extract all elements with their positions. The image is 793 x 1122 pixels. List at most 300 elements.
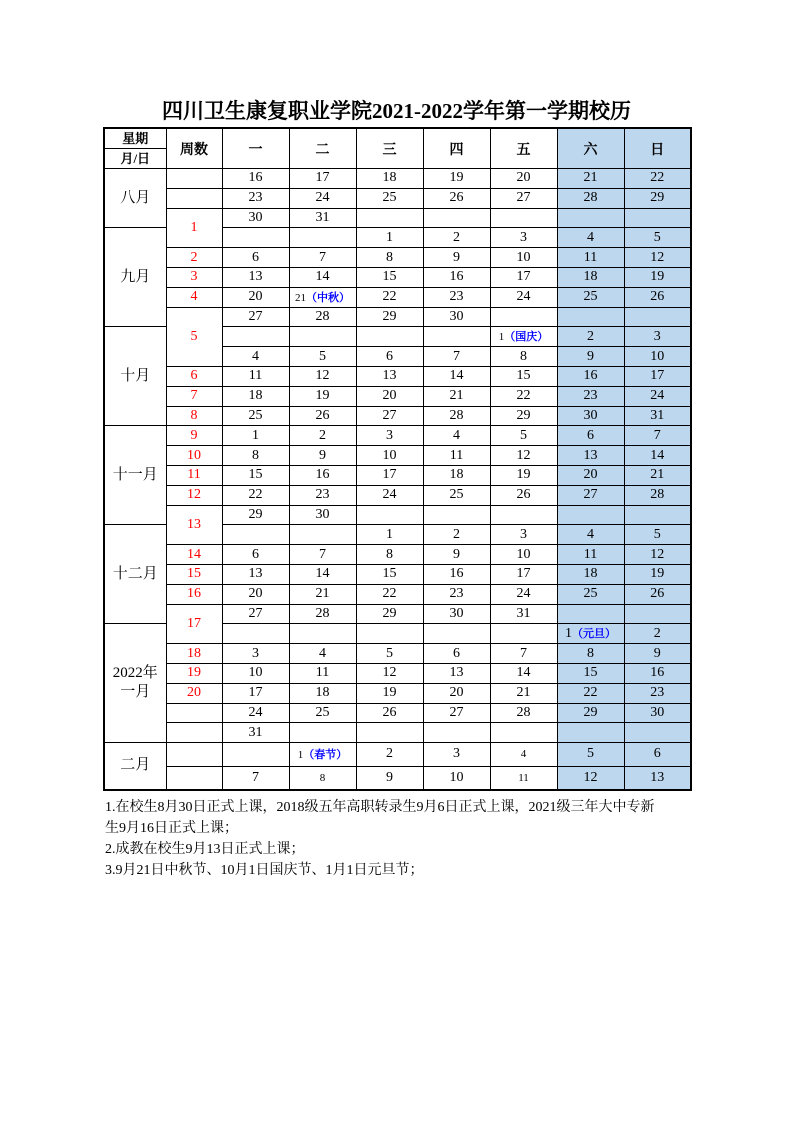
weekend-day-cell [624, 505, 691, 525]
day-number: 22 [650, 170, 665, 186]
weekend-day-cell [624, 327, 691, 347]
weekend-day-cell [557, 426, 624, 446]
page-title: 四川卫生康复职业学院2021-2022学年第一学期校历 [162, 99, 631, 123]
weekend-day-cell [557, 683, 624, 703]
weekend-day-cell [624, 683, 691, 703]
day-cell [490, 766, 557, 790]
day-cell [490, 584, 557, 604]
day-number: 30 [248, 209, 263, 225]
day-number: 22 [248, 487, 263, 503]
day-cell [423, 228, 490, 248]
calendar-row [104, 743, 691, 767]
calendar-row [104, 584, 691, 604]
week-number-cell: 6 [166, 366, 222, 386]
day-cell [423, 604, 490, 624]
day-cell [490, 683, 557, 703]
weekend-day-cell [624, 386, 691, 406]
day-cell [289, 327, 356, 347]
day-cell [222, 465, 289, 485]
day-number: 15 [248, 467, 263, 483]
day-number: 9 [653, 645, 661, 661]
weekend-day-cell [557, 169, 624, 189]
day-cell [423, 683, 490, 703]
day-cell [356, 307, 423, 327]
day-cell [423, 327, 490, 347]
day-number: 27 [583, 487, 598, 503]
day-cell [289, 683, 356, 703]
calendar-row [104, 406, 691, 426]
day-number: 10 [650, 348, 665, 364]
weekend-day-cell [557, 564, 624, 584]
day-number: 20 [449, 685, 464, 701]
day-number: 5 [386, 645, 393, 661]
day-cell [222, 188, 289, 208]
weekend-day-cell [624, 485, 691, 505]
day-cell [289, 406, 356, 426]
day-cell [356, 663, 423, 683]
day-number: 5 [587, 746, 594, 762]
day-cell [356, 208, 423, 228]
day-cell [490, 644, 557, 664]
day-number: 23 [315, 487, 330, 503]
weekend-day-cell [624, 208, 691, 228]
weekend-day-cell [557, 446, 624, 466]
weekend-day-cell [557, 228, 624, 248]
week-number-cell: 19 [166, 663, 222, 683]
day-cell [423, 545, 490, 565]
calendar-row [104, 766, 691, 790]
day-number: 1 [386, 526, 393, 542]
day-number: 1 [252, 427, 259, 443]
day-number: 24 [248, 704, 263, 720]
weekend-day-cell [557, 267, 624, 287]
weekend-day-cell [557, 386, 624, 406]
day-number: 22 [516, 388, 531, 404]
day-number: 2 [653, 625, 661, 641]
holiday-label: （元旦） [572, 628, 616, 641]
day-number: 26 [650, 586, 665, 602]
day-cell [490, 169, 557, 189]
day-cell [490, 505, 557, 525]
day-number: 25 [315, 704, 330, 720]
day-number: 7 [319, 546, 326, 562]
day-number: 16 [449, 269, 464, 285]
weekend-day-cell [624, 723, 691, 743]
day-cell [222, 604, 289, 624]
day-cell [356, 248, 423, 268]
day-cell [289, 723, 356, 743]
day-number: 9 [386, 769, 393, 785]
day-number: 27 [516, 190, 531, 206]
day-cell [222, 307, 289, 327]
day-number: 6 [252, 546, 259, 562]
calendar-row [104, 723, 691, 743]
weekend-day-cell [557, 545, 624, 565]
day-cell [423, 188, 490, 208]
weekend-day-cell [557, 188, 624, 208]
day-cell [423, 644, 490, 664]
day-cell [356, 485, 423, 505]
day-number: 21 [449, 388, 464, 404]
day-cell [356, 604, 423, 624]
day-number: 26 [650, 289, 665, 305]
day-number: 11 [583, 546, 598, 562]
day-number: 7 [252, 769, 259, 785]
week-column-header: 周数 [166, 128, 222, 169]
calendar-body [104, 169, 691, 790]
day-number: 4 [453, 427, 460, 443]
day-column-header-thu: 四 [423, 128, 490, 169]
week-number-cell [166, 723, 222, 743]
day-number: 8 [319, 771, 326, 784]
day-number: 23 [449, 586, 464, 602]
day-cell [490, 426, 557, 446]
week-number-cell [166, 169, 222, 189]
day-number: 15 [516, 368, 531, 384]
calendar-row [104, 248, 691, 268]
calendar-row [104, 188, 691, 208]
day-cell [423, 564, 490, 584]
day-number: 5 [520, 427, 527, 443]
day-number: 19 [382, 685, 397, 701]
day-cell [423, 624, 490, 644]
weekend-day-cell [624, 465, 691, 485]
day-cell [289, 663, 356, 683]
month-cell: 十二月 [104, 525, 166, 624]
calendar-row [104, 644, 691, 664]
day-cell [289, 485, 356, 505]
day-number: 14 [650, 447, 665, 463]
day-number: 18 [583, 269, 598, 285]
day-number: 30 [315, 506, 330, 522]
day-cell [423, 386, 490, 406]
day-cell [356, 386, 423, 406]
weekend-day-cell [624, 426, 691, 446]
weekend-day-cell [557, 644, 624, 664]
day-number: 18 [382, 170, 397, 186]
day-number: 27 [449, 704, 464, 720]
day-cell [289, 525, 356, 545]
month-cell: 二月 [104, 743, 166, 790]
weekend-day-cell [624, 406, 691, 426]
day-cell [356, 465, 423, 485]
day-number: 12 [382, 665, 397, 681]
day-cell [289, 228, 356, 248]
day-number: 3 [520, 526, 527, 542]
day-number: 8 [386, 249, 393, 265]
weekend-day-cell [624, 267, 691, 287]
day-number: 9 [587, 348, 594, 364]
day-number: 15 [382, 269, 397, 285]
calendar-row [104, 564, 691, 584]
day-number: 3 [520, 229, 527, 245]
day-number: 9 [319, 447, 326, 463]
day-number: 7 [319, 249, 326, 265]
day-number: 26 [449, 190, 464, 206]
day-number: 24 [516, 586, 531, 602]
week-number-cell: 13 [166, 505, 222, 545]
weekend-day-cell [624, 287, 691, 307]
day-number: 24 [516, 289, 531, 305]
day-number: 9 [453, 249, 460, 265]
day-number: 19 [516, 467, 531, 483]
day-number: 6 [386, 348, 393, 364]
footnote-3: 3.9月21日中秋节、10月1日国庆节、1月1日元旦节； [105, 863, 424, 878]
weekend-day-cell [557, 703, 624, 723]
day-cell [490, 347, 557, 367]
day-cell [423, 426, 490, 446]
day-number: 17 [650, 368, 665, 384]
day-number: 9 [453, 546, 460, 562]
day-number: 31 [650, 407, 665, 423]
day-number: 28 [315, 308, 330, 324]
day-number: 28 [650, 487, 665, 503]
day-number: 12 [315, 368, 330, 384]
day-cell [490, 406, 557, 426]
week-number-cell: 8 [166, 406, 222, 426]
weekend-day-cell [624, 584, 691, 604]
day-column-header-mon: 一 [222, 128, 289, 169]
day-number: 6 [453, 645, 460, 661]
day-cell [222, 505, 289, 525]
day-number: 15 [583, 665, 598, 681]
day-number: 4 [252, 348, 259, 364]
day-cell [490, 446, 557, 466]
month-cell: 十一月 [104, 426, 166, 525]
day-number: 14 [315, 269, 330, 285]
day-cell [423, 307, 490, 327]
day-column-header-fri: 五 [490, 128, 557, 169]
day-cell [289, 564, 356, 584]
day-cell [356, 406, 423, 426]
day-number: 17 [516, 269, 531, 285]
day-cell [222, 525, 289, 545]
calendar-header-row [104, 128, 691, 169]
day-number: 10 [516, 249, 531, 265]
day-number: 6 [587, 427, 594, 443]
day-cell [490, 386, 557, 406]
day-cell [222, 624, 289, 644]
day-cell [490, 287, 557, 307]
day-number: 17 [315, 170, 330, 186]
day-number: 11 [583, 249, 598, 265]
week-number-cell [166, 766, 222, 790]
day-cell [423, 267, 490, 287]
day-cell [289, 248, 356, 268]
day-cell [423, 169, 490, 189]
day-number: 6 [653, 746, 661, 762]
day-cell [490, 525, 557, 545]
day-number: 8 [386, 546, 393, 562]
day-number: 5 [653, 229, 661, 245]
day-number: 27 [248, 605, 263, 621]
day-number: 19 [315, 388, 330, 404]
day-number: 29 [382, 605, 397, 621]
day-cell [289, 267, 356, 287]
week-number-cell: 3 [166, 267, 222, 287]
day-cell [289, 446, 356, 466]
day-cell [222, 485, 289, 505]
day-cell [289, 347, 356, 367]
day-cell [356, 743, 423, 767]
day-cell [289, 703, 356, 723]
day-number: 20 [248, 289, 263, 305]
weekend-day-cell [557, 505, 624, 525]
day-cell [222, 703, 289, 723]
day-number: 12 [516, 447, 531, 463]
day-number: 26 [382, 704, 397, 720]
weekend-day-cell [557, 465, 624, 485]
day-cell [423, 248, 490, 268]
day-number: 2 [587, 328, 594, 344]
day-cell [423, 347, 490, 367]
day-number: 16 [650, 665, 665, 681]
calendar-row [104, 208, 691, 228]
day-cell [289, 644, 356, 664]
weekend-day-cell [624, 169, 691, 189]
day-number: 17 [248, 685, 263, 701]
day-number: 13 [583, 447, 598, 463]
day-cell [423, 287, 490, 307]
day-number: 1 [297, 748, 304, 761]
calendar-row [104, 169, 691, 189]
day-number: 29 [650, 190, 665, 206]
weekend-day-cell [624, 564, 691, 584]
day-number: 14 [516, 665, 531, 681]
week-number-cell: 14 [166, 545, 222, 565]
day-number: 20 [583, 467, 598, 483]
day-number: 1 [565, 626, 572, 642]
day-cell [356, 347, 423, 367]
day-number: 14 [315, 566, 330, 582]
day-cell [490, 743, 557, 767]
calendar-row [104, 505, 691, 525]
day-cell [289, 584, 356, 604]
day-number: 3 [453, 746, 460, 762]
calendar-row [104, 366, 691, 386]
week-number-cell: 4 [166, 287, 222, 307]
week-number-cell: 20 [166, 683, 222, 703]
weekend-day-cell [624, 624, 691, 644]
day-cell [289, 366, 356, 386]
day-cell [222, 584, 289, 604]
day-number: 26 [516, 487, 531, 503]
week-number-cell [166, 188, 222, 208]
weekend-day-cell [557, 287, 624, 307]
day-cell [490, 366, 557, 386]
weekend-day-cell [557, 366, 624, 386]
day-number: 21 [650, 467, 665, 483]
day-cell [356, 545, 423, 565]
day-cell [490, 327, 557, 347]
day-number: 11 [449, 447, 464, 463]
weekend-day-cell [624, 366, 691, 386]
weekend-day-cell [624, 644, 691, 664]
day-cell [289, 743, 356, 767]
day-cell [490, 604, 557, 624]
day-number: 1 [498, 331, 505, 344]
calendar-row [104, 386, 691, 406]
day-number: 12 [650, 546, 665, 562]
day-cell [356, 267, 423, 287]
day-column-header-wed: 三 [356, 128, 423, 169]
day-cell [222, 327, 289, 347]
day-number: 13 [650, 769, 665, 785]
week-number-cell: 12 [166, 485, 222, 505]
day-number: 27 [248, 308, 263, 324]
weekend-day-cell [624, 703, 691, 723]
day-cell [289, 169, 356, 189]
day-cell [289, 287, 356, 307]
day-cell [356, 446, 423, 466]
day-number: 18 [583, 566, 598, 582]
day-cell [356, 723, 423, 743]
day-number: 25 [583, 289, 598, 305]
day-cell [423, 703, 490, 723]
week-number-cell: 17 [166, 604, 222, 644]
day-cell [222, 169, 289, 189]
day-number: 13 [248, 269, 263, 285]
weekend-day-cell [624, 188, 691, 208]
day-number: 24 [382, 487, 397, 503]
week-number-cell: 18 [166, 644, 222, 664]
weekend-day-cell [557, 248, 624, 268]
day-cell [222, 564, 289, 584]
day-cell [222, 446, 289, 466]
day-number: 16 [583, 368, 598, 384]
weekend-day-cell [624, 248, 691, 268]
weekend-day-cell [557, 208, 624, 228]
day-number: 23 [449, 289, 464, 305]
day-number: 2 [453, 526, 460, 542]
day-cell [490, 307, 557, 327]
day-number: 16 [315, 467, 330, 483]
weekend-day-cell [557, 743, 624, 767]
day-cell [289, 604, 356, 624]
corner-header-cell [104, 128, 166, 169]
day-cell [222, 228, 289, 248]
day-number: 29 [583, 704, 598, 720]
day-number: 25 [382, 190, 397, 206]
week-number-cell: 11 [166, 465, 222, 485]
week-number-cell: 9 [166, 426, 222, 446]
day-cell [289, 624, 356, 644]
day-number: 21 [516, 685, 531, 701]
day-cell [490, 485, 557, 505]
day-cell [222, 366, 289, 386]
day-number: 31 [248, 724, 263, 740]
day-cell [423, 723, 490, 743]
footnote-1: 1.在校生8月30日正式上课，2018级五年高职转录生9月6日正式上课，2021级三年大中专新 生9月16日正式上课； [105, 800, 655, 836]
calendar-row [104, 485, 691, 505]
day-cell [222, 248, 289, 268]
holiday-label: （国庆） [504, 331, 549, 344]
day-number: 28 [516, 704, 531, 720]
day-number: 25 [449, 487, 464, 503]
footnotes [105, 797, 711, 881]
day-number: 24 [650, 388, 665, 404]
week-number-cell: 7 [166, 386, 222, 406]
corner-weekday-label: 星期 [105, 129, 166, 149]
week-number-cell: 16 [166, 584, 222, 604]
calendar-row [104, 545, 691, 565]
day-number: 18 [449, 467, 464, 483]
weekend-day-cell [557, 485, 624, 505]
day-number: 16 [248, 170, 263, 186]
day-cell [490, 545, 557, 565]
day-column-header-sun: 日 [624, 128, 691, 169]
day-cell [490, 188, 557, 208]
